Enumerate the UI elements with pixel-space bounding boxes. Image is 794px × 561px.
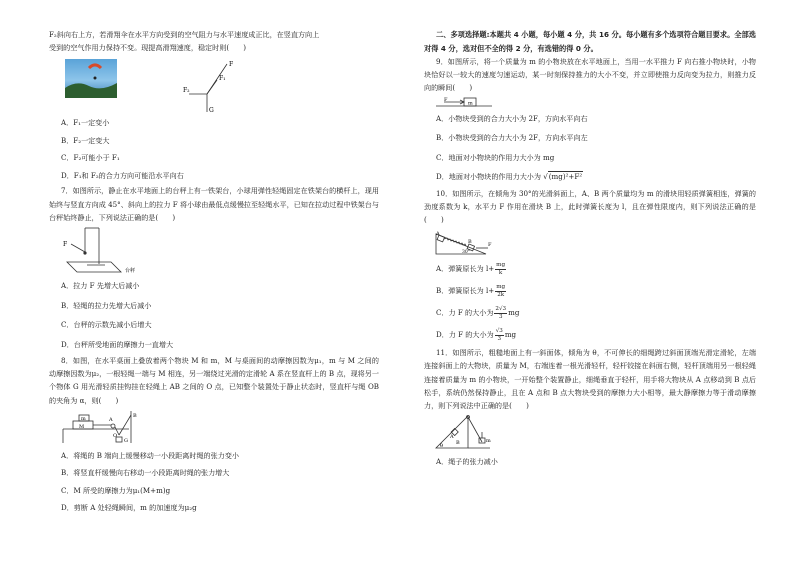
q10-a-frac: [495, 262, 506, 276]
block-push-svg: [424, 95, 754, 109]
intro-line-2: 受到的空气作用力保持不变。现提高滑翔速度，稳定时则( ): [49, 43, 247, 53]
fig3-label-g: G: [124, 437, 128, 444]
q10-option-d-text: D．力 F 的大小为: [436, 330, 494, 340]
q9-option-c: C．地面对小物块的作用力大小为 mg: [436, 152, 555, 162]
q10-b-num: mg: [496, 284, 506, 291]
q9-option-d: D．地面对小物块的作用力大小为 √(mg)²+F²: [436, 172, 583, 182]
fig5-label-f: F: [488, 242, 492, 249]
q10-a-den: k: [498, 269, 503, 276]
q10-b-den: 2k: [497, 291, 505, 298]
force-diagram: [189, 64, 227, 115]
fig3-label-big-m: M: [79, 423, 85, 430]
fig4-label-m: m: [468, 100, 473, 107]
q10-option-c-text: C．力 F 的大小为: [436, 308, 494, 318]
q10-d-num: √3: [495, 328, 503, 335]
intro-line-1: F₂斜向右上方，若滑翔伞在水平方向受到的空气阻力与水平速度成正比，在竖直方向上: [49, 30, 320, 39]
blocks-svg: [49, 407, 379, 447]
q10-option-c: [424, 302, 756, 324]
q10-c-tail: mg: [508, 308, 520, 318]
fig4-label-f: F: [444, 96, 448, 103]
paraglider-figure-svg: [49, 56, 379, 114]
right-column: [424, 28, 756, 472]
paraglider-photo: [65, 59, 117, 98]
block-push-figure: [424, 95, 756, 109]
q10-option-a: [424, 258, 756, 280]
fig3-label-m: m: [81, 415, 86, 422]
q11-stem: 11．如图所示，粗糙地面上有一斜面体，倾角为 θ，不可伸长的细绳跨过斜面顶端光滑定滑轮，左端连接斜面上的大物块，质量为 M，右端连着一根光滑轻杆，轻杆铰接在斜面右侧，轻杆顶端用另一根轻绳连接着质量为 m 的小物块，一开始整个装置静止，细绳垂直于轻杆，用手将大物块从 A 点移动到 B 点后松手，系统仍然保持静止，且在 A 点和 B 点大物块受到的摩擦力大小相等，最大静摩擦力等于滑动摩擦力，则下列说法中正确的是( ): [424, 348, 756, 411]
iron-stand-figure: [49, 224, 379, 276]
q8-option-a: A．将绳的 B 端向上缓慢移动一小段距离时绳的张力变小: [61, 450, 240, 460]
fig6-label-theta: θ: [440, 443, 444, 450]
fig6-label-a: A: [450, 434, 454, 441]
incline-lever-figure: [424, 412, 756, 452]
fig2-label-scale: 台秤: [125, 268, 136, 275]
q7-stem: 7．如图所示，静止在水平地面上的台秤上有一铁架台，小球用弹性轻绳固定在铁架台的横杆上，现用始终与竖直方向成 45°、斜向上的拉力 F 将小球由最低点缓慢拉至轻绳水平，已知在拉动过程中铁架台与台秤始终静止，下列说法正确的是( ): [49, 186, 379, 222]
fig3-label-b: B: [133, 412, 137, 419]
q10-a-num: mg: [496, 262, 506, 269]
ball: [83, 251, 86, 254]
q10-d-tail: mg: [504, 330, 517, 340]
q8-option-b: B．将竖直杆缓慢向右移动一小段距离时绳的张力增大: [61, 468, 230, 478]
fig6-label-m: m: [486, 438, 491, 445]
q7-option-d: D．台秤所受地面的摩擦力一直增大: [61, 339, 174, 349]
incline-springs-svg: [424, 226, 754, 258]
q7-option-c: C．台秤的示数先减小后增大: [61, 320, 152, 330]
q6-option-d: D．F₁和 F₂的合力方向可能沿水平向右: [61, 170, 184, 180]
q6-option-a: A．F₁一定变小: [61, 118, 110, 128]
fig1-label-g: G: [209, 107, 214, 115]
fig3-label-a: A: [109, 416, 113, 423]
q10-option-b: [424, 280, 756, 302]
fig1-label-f: F: [229, 61, 234, 69]
q10-d-frac: [495, 328, 504, 342]
paraglider-figure: [49, 56, 379, 114]
q9-option-a: A．小物块受到的合力大小为 2F，方向水平向右: [436, 113, 588, 123]
q8-option-c: C．M 所受的摩擦力为μ₁(M+m)g: [61, 485, 171, 495]
blocks-figure: [49, 407, 379, 447]
q7-option-b: B．轻绳的拉力先增大后减小: [61, 300, 152, 310]
q10-c-num: 2√3: [495, 306, 507, 313]
q11-option-a: A．绳子的张力减小: [436, 457, 498, 467]
q10-option-d: [424, 324, 756, 346]
fig3-label-o: O: [113, 432, 118, 439]
incline-lever-svg: [424, 412, 754, 452]
q10-stem: 10．如图所示，在倾角为 30°的光滑斜面上，A、B 两个质量均为 m 的滑块用轻质弹簧相连，弹簧的劲度系数为 k，水平力 F 作用在滑块 B 上，此时弹簧长度为 l，且在弹性限度内，则下列说法正确的是( ): [424, 188, 756, 225]
q10-b-frac: [495, 284, 506, 298]
q10-option-b-text: B．弹簧原长为 l+: [436, 286, 495, 296]
q10-c-frac: [494, 306, 507, 320]
fig6-label-b: B: [456, 440, 460, 447]
q9-stem: 9．如图所示，将一个质量为 m 的小物块放在水平地面上，当用一水平推力 F 向右推小物块时，小物块恰好以一较大的速度匀速运动，某一时刻保持推力的大小不变，并立即使推力反向变为拉力，则推力反向的瞬间( ): [424, 57, 756, 93]
q10-c-den: 3: [498, 313, 503, 320]
left-column: [49, 28, 379, 517]
q7-option-a: A．拉力 F 先增大后减小: [61, 281, 140, 291]
q9-option-d-expr: (mg)²+F²: [548, 172, 583, 182]
iron-stand-svg: [49, 224, 379, 276]
fig5-label-angle: 30°: [462, 250, 470, 256]
q6-option-c: C．F₂可能小于 F₁: [61, 153, 120, 163]
q6-option-b: B．F₂一定变大: [61, 135, 110, 145]
q8-option-d: D．剪断 A 处轻绳瞬间，m 的加速度为μ₂g: [61, 503, 197, 513]
fig1-label-f2: F₂: [183, 87, 190, 95]
q10-d-den: 3: [497, 335, 502, 342]
fig5-label-a: A: [436, 231, 440, 238]
fig1-label-f1: F₁: [219, 75, 226, 83]
fig5-label-b: B: [468, 239, 472, 246]
fig2-label-f: F: [63, 241, 68, 249]
section-title: 二、多项选择题:本题共 4 小题，每小题 4 分，共 16 分。每小题有多个选项符合题目要求。全部选对得 4 分，选对但不全的得 2 分，有选错的得 0 分。: [424, 30, 756, 53]
q10-option-a-text: A．弹簧原长为 l+: [436, 264, 495, 274]
incline-springs-figure: [424, 226, 756, 258]
q8-stem: 8．如图，在水平桌面上叠放着两个物块 M 和 m，M 与桌面间的动摩擦因数为μ₁，m 与 M 之间的动摩擦因数为μ₂，一根轻绳一端与 M 相连，另一端绕过光滑的定滑轮 A 系在竖直杆上的 B 点，现将另一个物体 G 用光滑轻质挂钩挂在轻绳上 AB 之间的 O 点，已知整个装置处于静止状态时，竖直杆与绳 OB 的夹角为 α，则( ): [49, 356, 379, 405]
q9-option-b: B．小物块受到的合力大小为 2F，方向水平向左: [436, 133, 588, 143]
q9-option-d-text: D．地面对小物块的作用力大小为: [436, 172, 541, 182]
